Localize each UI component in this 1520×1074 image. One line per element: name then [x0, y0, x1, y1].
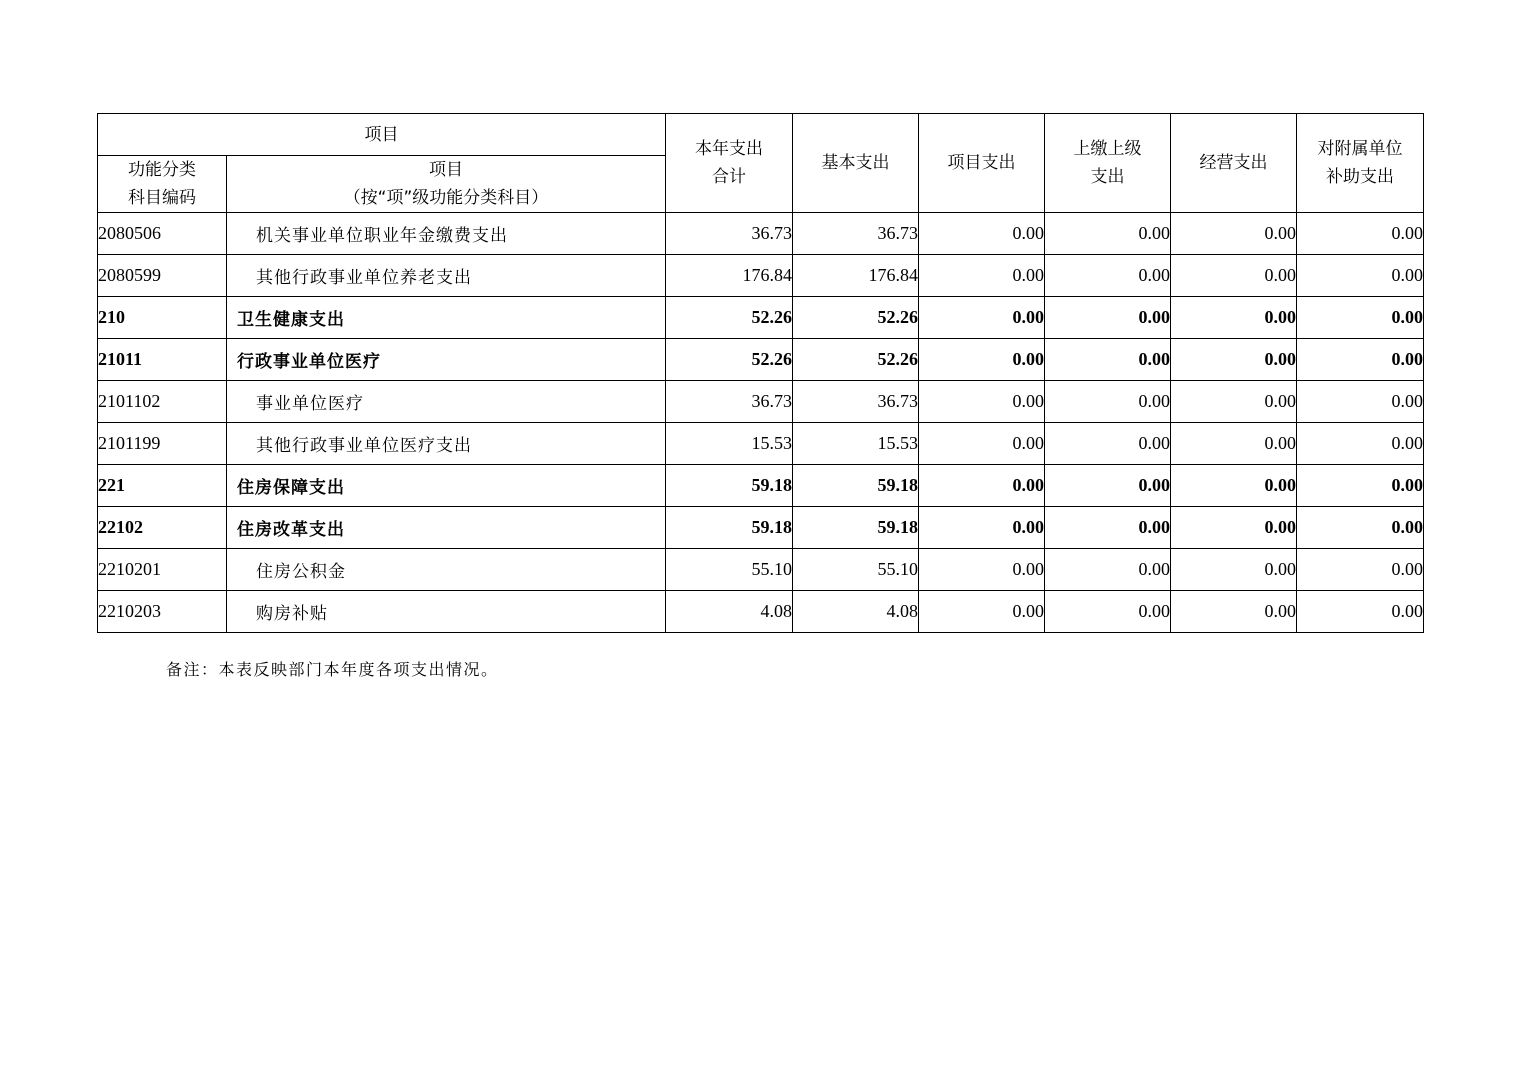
header-basic: 基本支出 [793, 114, 919, 213]
cell-name: 住房保障支出 [227, 465, 666, 507]
cell-name: 卫生健康支出 [227, 297, 666, 339]
cell-project: 0.00 [919, 507, 1045, 549]
cell-code: 2101102 [98, 381, 227, 423]
table-row [98, 297, 1424, 339]
cell-subsidy: 0.00 [1297, 507, 1424, 549]
cell-total: 4.08 [666, 591, 793, 633]
cell-name: 机关事业单位职业年金缴费支出 [227, 213, 666, 255]
cell-project: 0.00 [919, 549, 1045, 591]
cell-total: 52.26 [666, 297, 793, 339]
cell-upper: 0.00 [1045, 549, 1171, 591]
cell-name: 住房改革支出 [227, 507, 666, 549]
table-row [98, 423, 1424, 465]
cell-total: 52.26 [666, 339, 793, 381]
cell-subsidy: 0.00 [1297, 465, 1424, 507]
header-name-line2: （按“项”级功能分类科目） [343, 188, 549, 208]
cell-upper: 0.00 [1045, 507, 1171, 549]
cell-upper: 0.00 [1045, 339, 1171, 381]
cell-basic: 59.18 [793, 465, 919, 507]
cell-name: 其他行政事业单位养老支出 [227, 255, 666, 297]
cell-code: 22102 [98, 507, 227, 549]
cell-basic: 52.26 [793, 339, 919, 381]
cell-project: 0.00 [919, 591, 1045, 633]
header-name-line1: 项目 [429, 160, 463, 180]
cell-subsidy: 0.00 [1297, 591, 1424, 633]
cell-project: 0.00 [919, 213, 1045, 255]
cell-upper: 0.00 [1045, 255, 1171, 297]
cell-basic: 55.10 [793, 549, 919, 591]
cell-code: 210 [98, 297, 227, 339]
cell-code: 2210201 [98, 549, 227, 591]
table-row [98, 591, 1424, 633]
header-project: 项目支出 [919, 114, 1045, 213]
cell-basic: 36.73 [793, 213, 919, 255]
cell-upper: 0.00 [1045, 591, 1171, 633]
cell-project: 0.00 [919, 339, 1045, 381]
cell-basic: 15.53 [793, 423, 919, 465]
cell-total: 36.73 [666, 381, 793, 423]
cell-subsidy: 0.00 [1297, 339, 1424, 381]
table-note: 备注：本表反映部门本年度各项支出情况。 [166, 660, 499, 679]
cell-name: 购房补贴 [227, 591, 666, 633]
header-subsidy [1297, 114, 1424, 213]
cell-name: 其他行政事业单位医疗支出 [227, 423, 666, 465]
cell-code: 2101199 [98, 423, 227, 465]
cell-upper: 0.00 [1045, 213, 1171, 255]
cell-total: 36.73 [666, 213, 793, 255]
header-subsidy-line1: 对附属单位 [1317, 139, 1403, 159]
cell-project: 0.00 [919, 381, 1045, 423]
header-item-group: 项目 [98, 114, 666, 156]
cell-name: 住房公积金 [227, 549, 666, 591]
cell-upper: 0.00 [1045, 297, 1171, 339]
cell-name: 事业单位医疗 [227, 381, 666, 423]
header-code-line1: 功能分类 [128, 160, 196, 180]
cell-total: 55.10 [666, 549, 793, 591]
cell-operating: 0.00 [1171, 255, 1297, 297]
cell-name: 行政事业单位医疗 [227, 339, 666, 381]
cell-operating: 0.00 [1171, 423, 1297, 465]
table-row [98, 507, 1424, 549]
cell-basic: 36.73 [793, 381, 919, 423]
cell-operating: 0.00 [1171, 297, 1297, 339]
cell-project: 0.00 [919, 465, 1045, 507]
cell-code: 2080599 [98, 255, 227, 297]
cell-upper: 0.00 [1045, 381, 1171, 423]
header-name [227, 156, 666, 213]
cell-project: 0.00 [919, 423, 1045, 465]
cell-operating: 0.00 [1171, 549, 1297, 591]
cell-subsidy: 0.00 [1297, 255, 1424, 297]
cell-subsidy: 0.00 [1297, 213, 1424, 255]
header-upper [1045, 114, 1171, 213]
cell-subsidy: 0.00 [1297, 549, 1424, 591]
cell-operating: 0.00 [1171, 381, 1297, 423]
header-code-line2: 科目编码 [128, 188, 196, 208]
header-upper-line2: 支出 [1090, 167, 1125, 187]
cell-project: 0.00 [919, 297, 1045, 339]
cell-operating: 0.00 [1171, 465, 1297, 507]
table-row [98, 549, 1424, 591]
header-upper-line1: 上缴上级 [1073, 139, 1142, 159]
cell-upper: 0.00 [1045, 465, 1171, 507]
table-row [98, 255, 1424, 297]
cell-operating: 0.00 [1171, 591, 1297, 633]
cell-operating: 0.00 [1171, 339, 1297, 381]
header-total [666, 114, 793, 213]
cell-operating: 0.00 [1171, 507, 1297, 549]
cell-basic: 59.18 [793, 507, 919, 549]
cell-subsidy: 0.00 [1297, 297, 1424, 339]
cell-basic: 52.26 [793, 297, 919, 339]
table-row [98, 381, 1424, 423]
cell-operating: 0.00 [1171, 213, 1297, 255]
table-row [98, 213, 1424, 255]
cell-basic: 176.84 [793, 255, 919, 297]
cell-total: 15.53 [666, 423, 793, 465]
header-total-line1: 本年支出 [695, 139, 763, 159]
cell-basic: 4.08 [793, 591, 919, 633]
cell-project: 0.00 [919, 255, 1045, 297]
cell-total: 59.18 [666, 465, 793, 507]
cell-total: 176.84 [666, 255, 793, 297]
table-row [98, 465, 1424, 507]
cell-upper: 0.00 [1045, 423, 1171, 465]
header-total-line2: 合计 [712, 167, 746, 187]
header-subsidy-line2: 补助支出 [1326, 167, 1394, 187]
cell-code: 2080506 [98, 213, 227, 255]
cell-subsidy: 0.00 [1297, 381, 1424, 423]
header-code [98, 156, 227, 213]
table-row [98, 339, 1424, 381]
expenditure-table [97, 113, 1424, 633]
cell-subsidy: 0.00 [1297, 423, 1424, 465]
cell-code: 2210203 [98, 591, 227, 633]
header-operating: 经营支出 [1171, 114, 1297, 213]
cell-code: 21011 [98, 339, 227, 381]
cell-total: 59.18 [666, 507, 793, 549]
cell-code: 221 [98, 465, 227, 507]
